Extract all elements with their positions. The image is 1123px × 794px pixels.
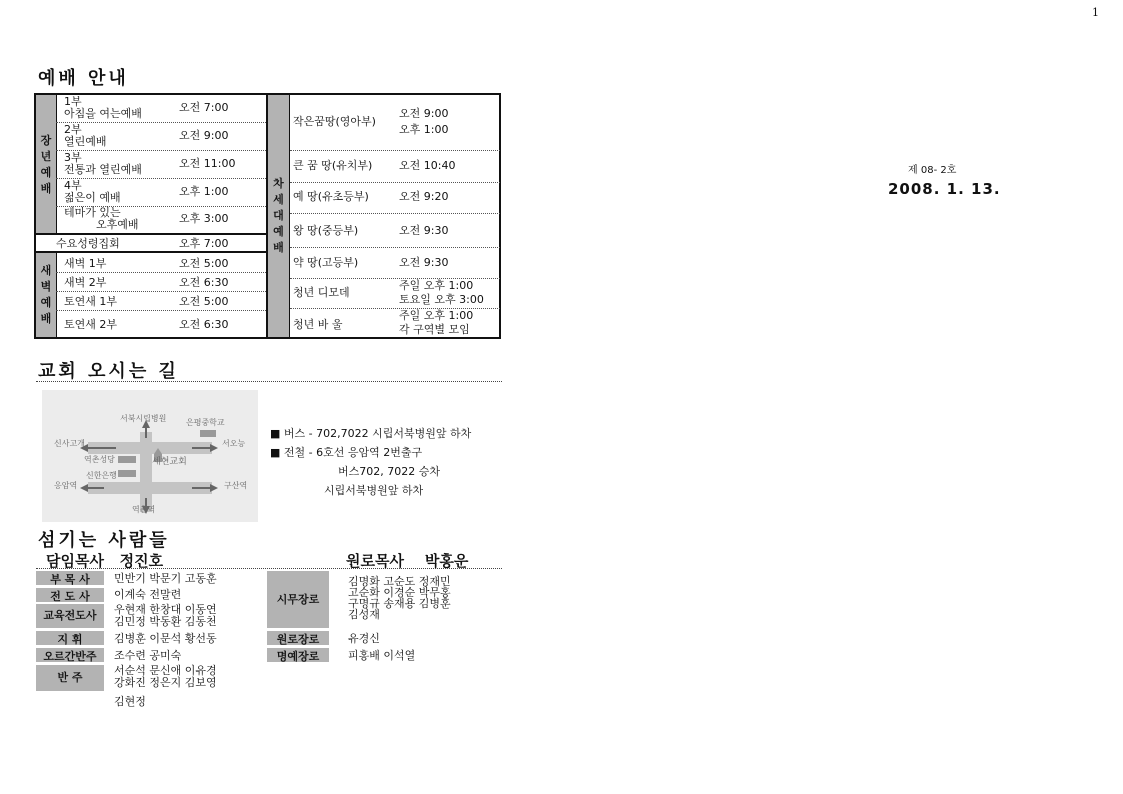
subway-direction-stop: 시립서북병원앞 하차 bbox=[324, 484, 424, 497]
directions-section-title: 교회 오시는 길 bbox=[38, 361, 179, 382]
subway-direction-bus: 버스702, 7022 승차 bbox=[338, 465, 440, 478]
wednesday-service-row: 수요성령집회 오후 7:00 bbox=[36, 233, 267, 253]
bus-direction: ■ 버스 - 702,7022 시립서북병원앞 하차 bbox=[270, 427, 472, 440]
church-map: 서북시립병원 은평중학교 신사고개 서오능 역촌성당 세현교회 신한은행 응암역 구산역 역촌역 bbox=[42, 390, 258, 522]
next-gen-worship-label: 차 세 대 예 배 bbox=[268, 95, 289, 337]
worship-section-title: 예배 안내 bbox=[38, 68, 129, 89]
senior-pastor: 담임목사 정진호 bbox=[46, 552, 164, 570]
main-worship-label: 장 년 예 배 bbox=[36, 95, 56, 234]
dawn-worship-label: 새 벽 예 배 bbox=[36, 253, 56, 337]
staff-section-title: 섬기는 사람들 bbox=[38, 530, 170, 551]
worship-table: 장 년 예 배 1부 아침을 여는예배 오전 7:00 2부 열린예배 오전 9:00 3부 전통과 열린예배 오전 11:00 4부 젊은이 예배 오후 1:00 테마가 있는 오후예배 오후 3:00 수요성령집회 오후 7:00 새 벽 예 배 새벽 1부 오전 5:00 새벽 2부 오전 6:30 토연새 1부 오전 5:00 토연새 2부 오전 6:30 차 세 대 예 배 작은꿈땅(영아부) 오전 9:00 오후 1:00 큰 꿈 땅(유치부) 오전 10:40 예 땅(유초등부) 오전 9:20 왕 땅(중등부) 오전 9:30 약 땅(고등부) 오전 9:30 청년 디모데 주일 오후 1:00 토요일 오후 3:00 청년 바 울 주일 오후 1:00 각 구역별 모임 bbox=[34, 93, 501, 339]
page-number: 1 bbox=[1092, 6, 1099, 19]
issue-number: 제 08- 2호 bbox=[908, 165, 957, 176]
issue-date: 2008. 1. 13. bbox=[888, 180, 1001, 198]
emeritus-pastor: 원로목사 박홍운 bbox=[346, 552, 469, 570]
subway-direction: ■ 전철 - 6호선 응암역 2번출구 bbox=[270, 446, 423, 459]
